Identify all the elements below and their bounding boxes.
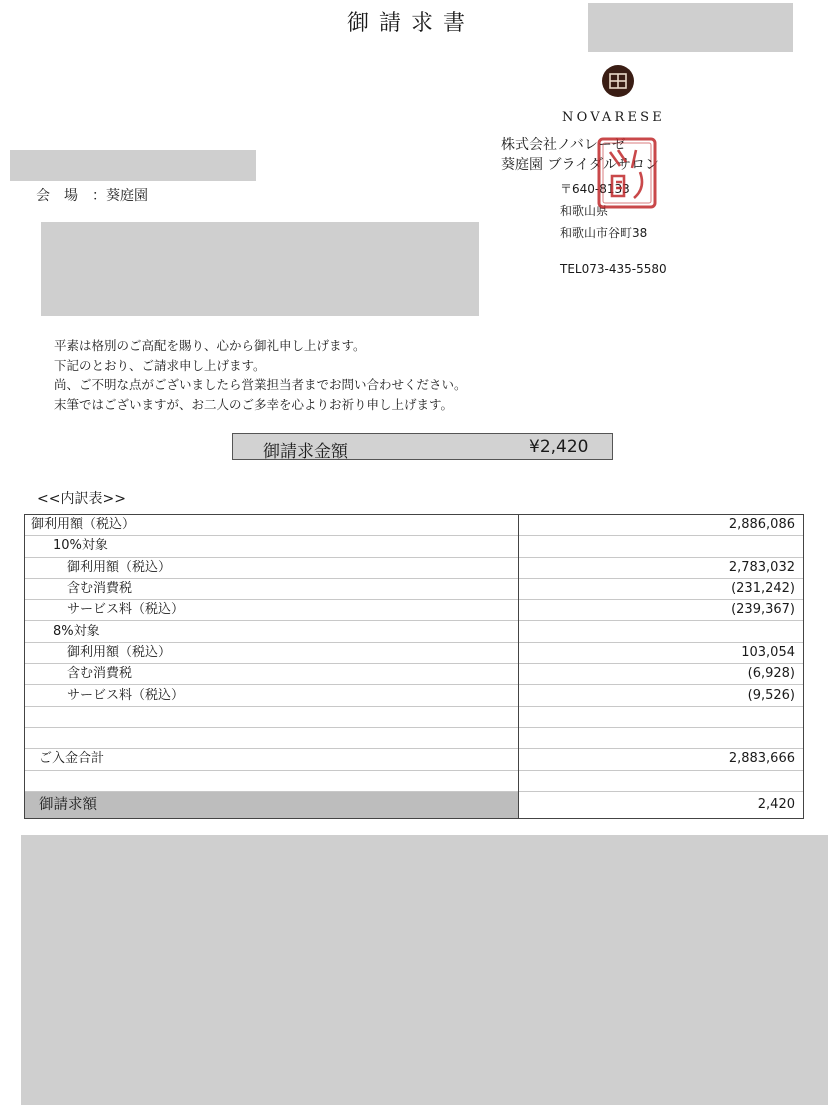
row-label: ご入金合計	[25, 749, 519, 770]
venue-line	[36, 185, 148, 205]
company-name: 株式会社ノバレーゼ	[501, 137, 626, 153]
redacted-top-right	[588, 3, 793, 52]
table-row	[25, 664, 804, 685]
row-value: 2,886,086	[519, 515, 804, 536]
table-row	[25, 791, 804, 818]
postal-code: 〒640-8133	[560, 182, 630, 196]
row-label: 含む消費税	[25, 578, 519, 599]
row-value: 103,054	[519, 642, 804, 663]
row-label	[25, 770, 519, 791]
table-row	[25, 578, 804, 599]
row-value: 2,783,032	[519, 557, 804, 578]
row-label: サービス料（税込）	[25, 685, 519, 706]
total-label: 御請求金額	[263, 442, 348, 462]
row-value: 2,420	[519, 791, 804, 818]
redacted-recipient-details	[41, 222, 479, 316]
table-row	[25, 600, 804, 621]
row-label: 10%対象	[25, 536, 519, 557]
table-row	[25, 770, 804, 791]
table-row	[25, 621, 804, 642]
row-label	[25, 727, 519, 748]
document-title: 御請求書	[346, 11, 475, 36]
redacted-recipient-name	[10, 150, 256, 181]
greeting-line: 尚、ご不明な点がございましたら営業担当者までお問い合わせください。	[54, 377, 467, 392]
total-amount: ¥2,420	[529, 437, 589, 457]
row-label: 御利用額（税込）	[25, 557, 519, 578]
greeting-line: 末筆ではございますが、お二人のご多幸を心よりお祈り申し上げます。	[54, 396, 454, 412]
row-value	[519, 706, 804, 727]
row-value: 2,883,666	[519, 749, 804, 770]
venue-value: 葵庭園	[106, 188, 148, 204]
breakdown-table	[24, 514, 804, 819]
brand-name: NOVARESE	[562, 110, 665, 125]
table-row	[25, 749, 804, 770]
row-label: 御利用額（税込）	[25, 515, 519, 536]
table-row	[25, 557, 804, 578]
greeting-text	[54, 336, 467, 414]
company-seal-stamp	[596, 136, 658, 210]
row-value: (239,367)	[519, 600, 804, 621]
total-amount-box	[232, 433, 613, 460]
row-value	[519, 770, 804, 791]
row-label	[25, 706, 519, 727]
street-address: 和歌山市谷町38	[560, 226, 648, 240]
row-value: (6,928)	[519, 664, 804, 685]
table-row	[25, 706, 804, 727]
greeting-line: 平素は格別のご高配を賜り、心から御礼申し上げます。	[54, 338, 366, 353]
greeting-line: 下記のとおり、ご請求申し上げます。	[54, 357, 266, 373]
redacted-bottom	[21, 835, 828, 1105]
venue-label: 会 場 ：	[36, 188, 106, 204]
row-value	[519, 536, 804, 557]
table-row	[25, 642, 804, 663]
row-value: (9,526)	[519, 685, 804, 706]
table-row	[25, 727, 804, 748]
table-row	[25, 685, 804, 706]
branch-name: 葵庭園 ブライダルサロン	[501, 157, 660, 173]
row-value	[519, 727, 804, 748]
novarese-logo-icon	[601, 64, 635, 98]
telephone: TEL073-435-5580	[560, 262, 667, 276]
prefecture: 和歌山県	[560, 204, 609, 218]
row-label: 御請求額	[25, 791, 519, 818]
table-row	[25, 536, 804, 557]
table-row	[25, 515, 804, 536]
row-label: 含む消費税	[25, 664, 519, 685]
row-value: (231,242)	[519, 578, 804, 599]
row-label: 御利用額（税込）	[25, 642, 519, 663]
row-label: サービス料（税込）	[25, 600, 519, 621]
breakdown-title: <<内訳表>>	[37, 491, 126, 507]
row-value	[519, 621, 804, 642]
row-label: 8%対象	[25, 621, 519, 642]
